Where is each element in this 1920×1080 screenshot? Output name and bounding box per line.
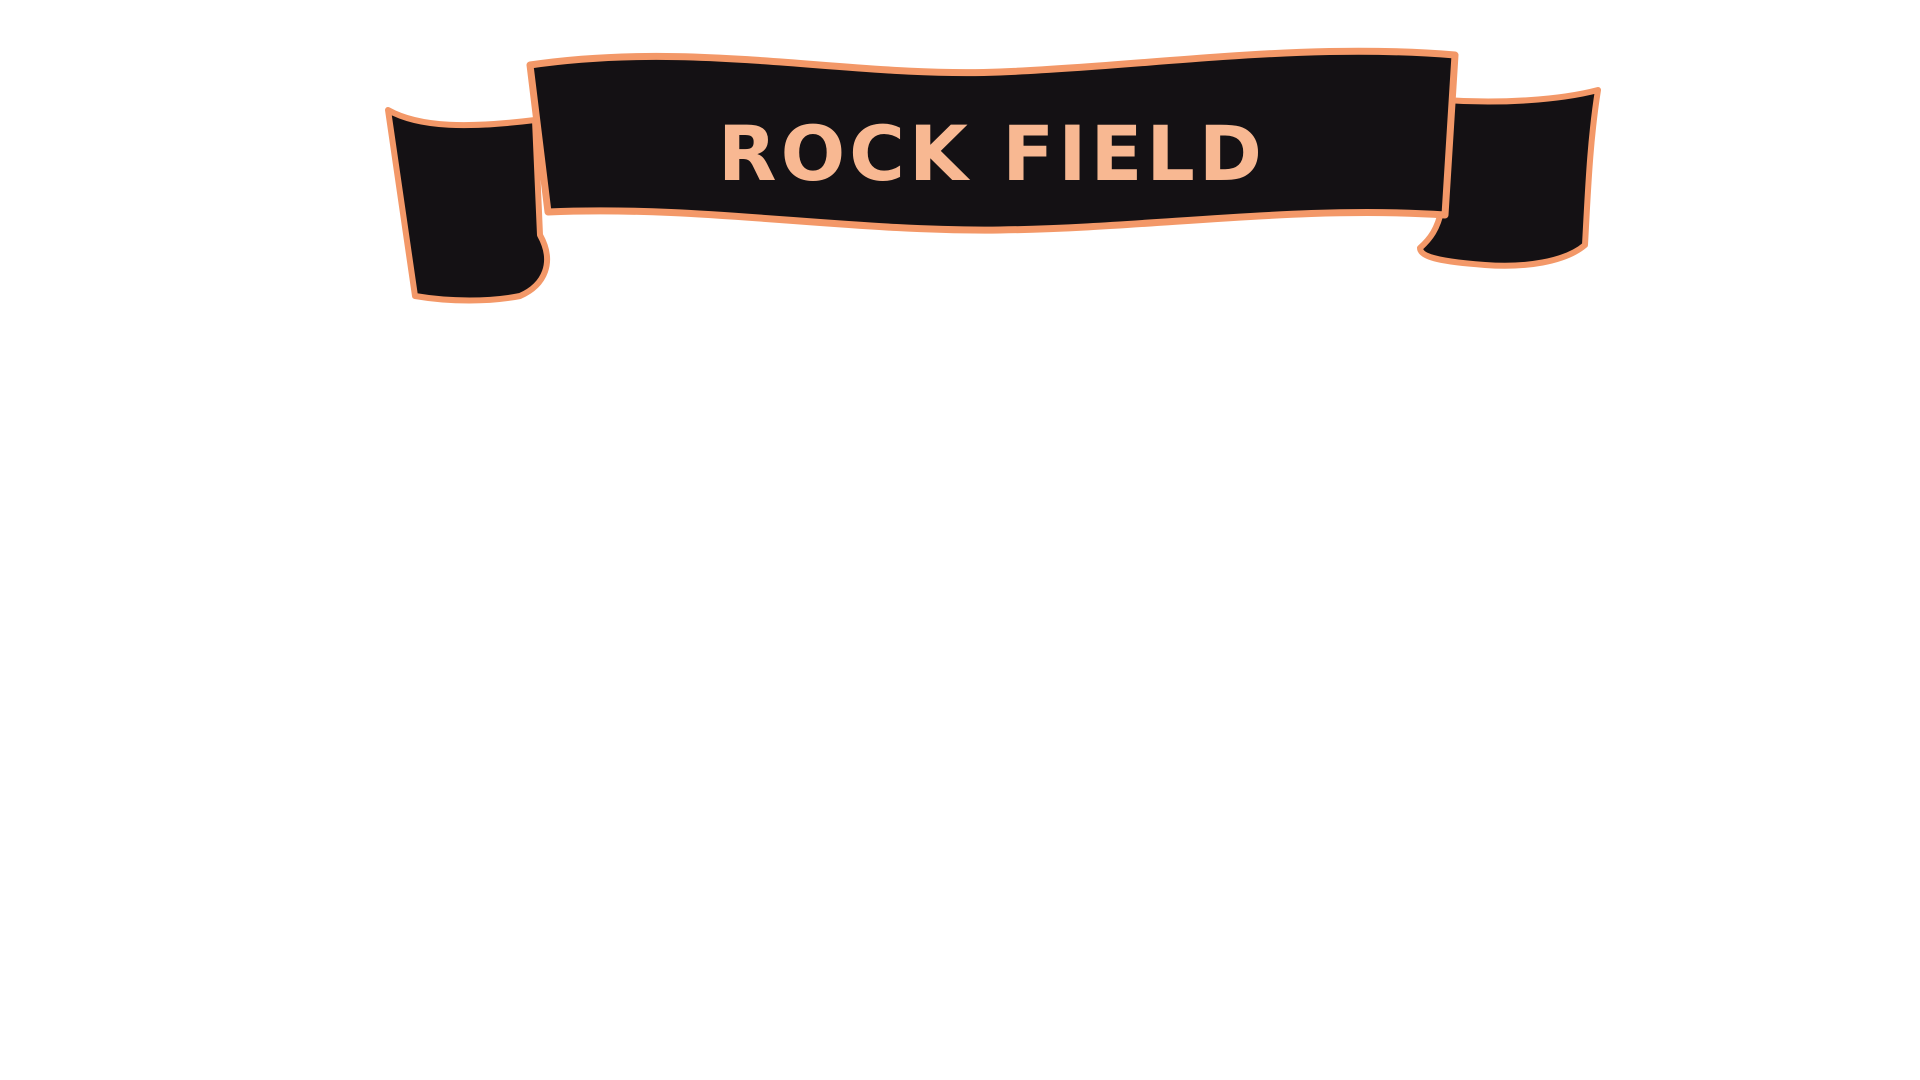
ribbon-left-tail bbox=[388, 110, 547, 301]
banner-title: ROCK FIELD bbox=[718, 109, 1266, 198]
